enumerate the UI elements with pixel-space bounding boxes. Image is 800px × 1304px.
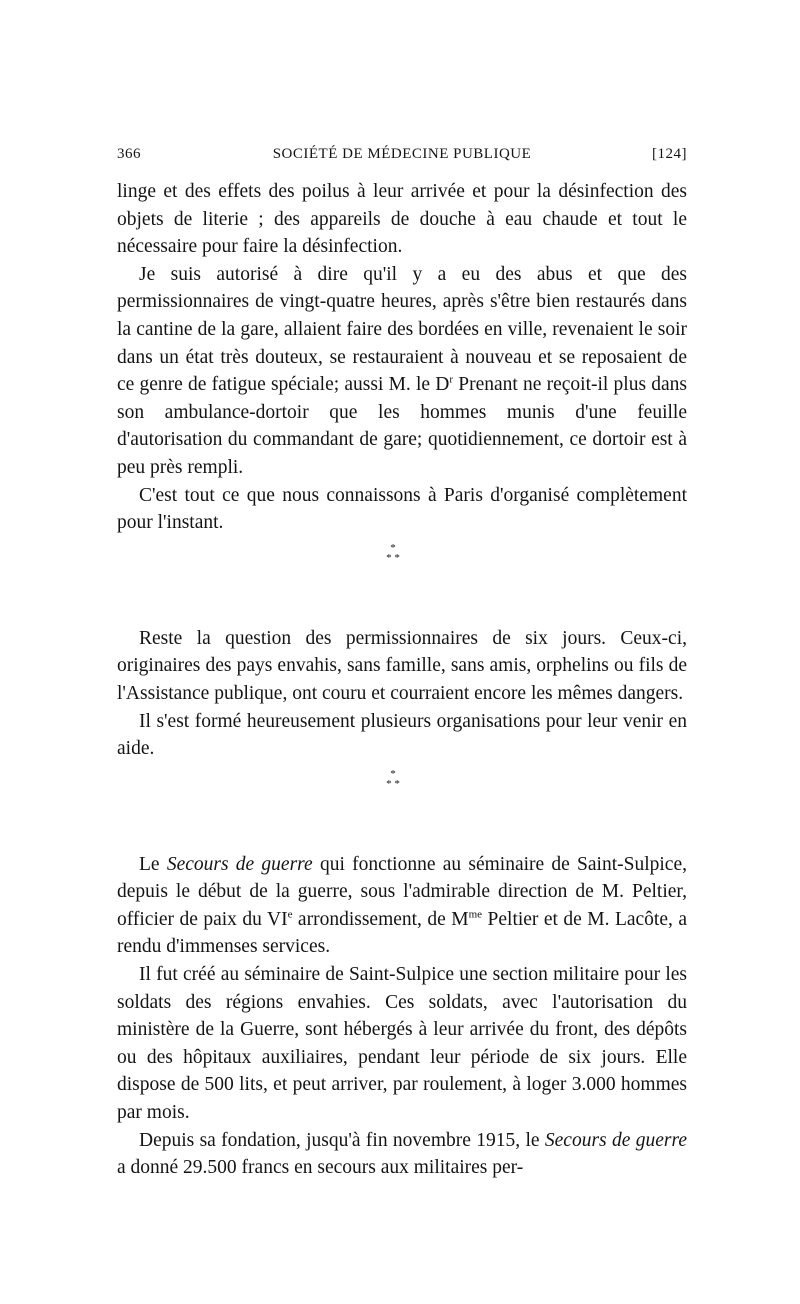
asterism-top: * xyxy=(390,541,396,554)
madame-abbrev-sup: me xyxy=(468,908,483,921)
paragraph-abuses xyxy=(117,261,687,482)
paragraph-abuses-text-a: Je suis autorisé à dire qu'il y a eu des abus et que des permissionnaires de vingt-quatre heures, après s'être bien restaurés dans la cantine de la gare, allaient faire des bordées en ville, revenaient le soir dans un état très douteux, se restauraient à nouveau et se reposaient de ce genre de fatigue spéciale; aussi M. le D xyxy=(117,263,687,396)
de-guerre-italic: de guerre xyxy=(612,1129,688,1151)
bracket-page-ref: [124] xyxy=(652,146,687,162)
asterism-separator-2 xyxy=(99,763,687,851)
asterism-bottom: * * xyxy=(386,777,400,790)
paragraph-disinfection-end: linge et des effets des poilus à leur arrivée et pour la désinfection des objets de literie ; des appareils de douche à eau chaude et tout le nécessaire pour faire la désinfection. xyxy=(117,181,687,258)
asterism-bottom: * * xyxy=(386,551,400,564)
asterism-separator-1 xyxy=(99,537,687,625)
doctor-abbrev-sup: r xyxy=(449,373,454,386)
arrondissement-sup: e xyxy=(287,908,293,921)
paragraph-secours-text-d: Peltier et de M. Lacôte, a rendu d'immenses services. xyxy=(117,908,687,958)
paragraph-paris-summary: C'est tout ce que nous connaissons à Paris d'organisé complètement pour l'instant. xyxy=(117,484,687,534)
secours-italic: Secours xyxy=(544,1129,607,1151)
paragraph-secours-de-guerre xyxy=(117,851,687,961)
page-body xyxy=(117,178,687,1182)
paragraph-abuses-text-b: Prenant ne reçoit-il plus dans son ambulance-dortoir que les hommes munis d'une feuille d'autorisation du commandant de gare; quotidiennement, ce dortoir est à peu près rempli. xyxy=(117,374,687,478)
paragraph-funding-text-a: Depuis sa fondation, jusqu'à fin novembre 1915, le xyxy=(139,1129,545,1151)
paragraph-secours-text-c: arrondissement, de M xyxy=(292,908,469,930)
paragraph-secours-text-a: Le xyxy=(139,853,167,875)
running-title: SOCIÉTÉ DE MÉDECINE PUBLIQUE xyxy=(272,146,532,162)
paragraph-funding-text-b: a donné 29.500 francs en secours aux militaires per- xyxy=(117,1157,524,1179)
page-number: 366 xyxy=(117,146,141,162)
paragraph-secours-text-b: qui fonctionne au séminaire de Saint-Sulpice, depuis le début de la guerre, sous l'admirable direction de M. Peltier, officier de paix du VI xyxy=(117,853,687,930)
paragraph-organisations: Il s'est formé heureusement plusieurs organisations pour leur venir en aide. xyxy=(117,710,687,760)
paragraph-military-section: Il fut créé au séminaire de Saint-Sulpice une section militaire pour les soldats des régions envahies. Ces soldats, avec l'autorisation du ministère de la Guerre, sont hébergés à leur arrivée du front, des dépôts ou des hôpitaux auxiliaires, pendant leur période de six jours. Elle dispose de 500 lits, et peut arriver, par roulement, à loger 3.000 hommes par mois. xyxy=(117,964,687,1124)
paragraph-funding xyxy=(117,1127,687,1182)
paragraph-six-day-leave: Reste la question des permissionnaires de six jours. Ceux-ci, originaires des pays envahis, sans famille, sans amis, orphelins ou fils de l'Assistance publique, ont couru et courraient encore les mêmes dangers. xyxy=(117,627,687,704)
asterism-top: * xyxy=(390,767,396,780)
secours-de-guerre-italic: Secours de guerre xyxy=(166,853,313,875)
